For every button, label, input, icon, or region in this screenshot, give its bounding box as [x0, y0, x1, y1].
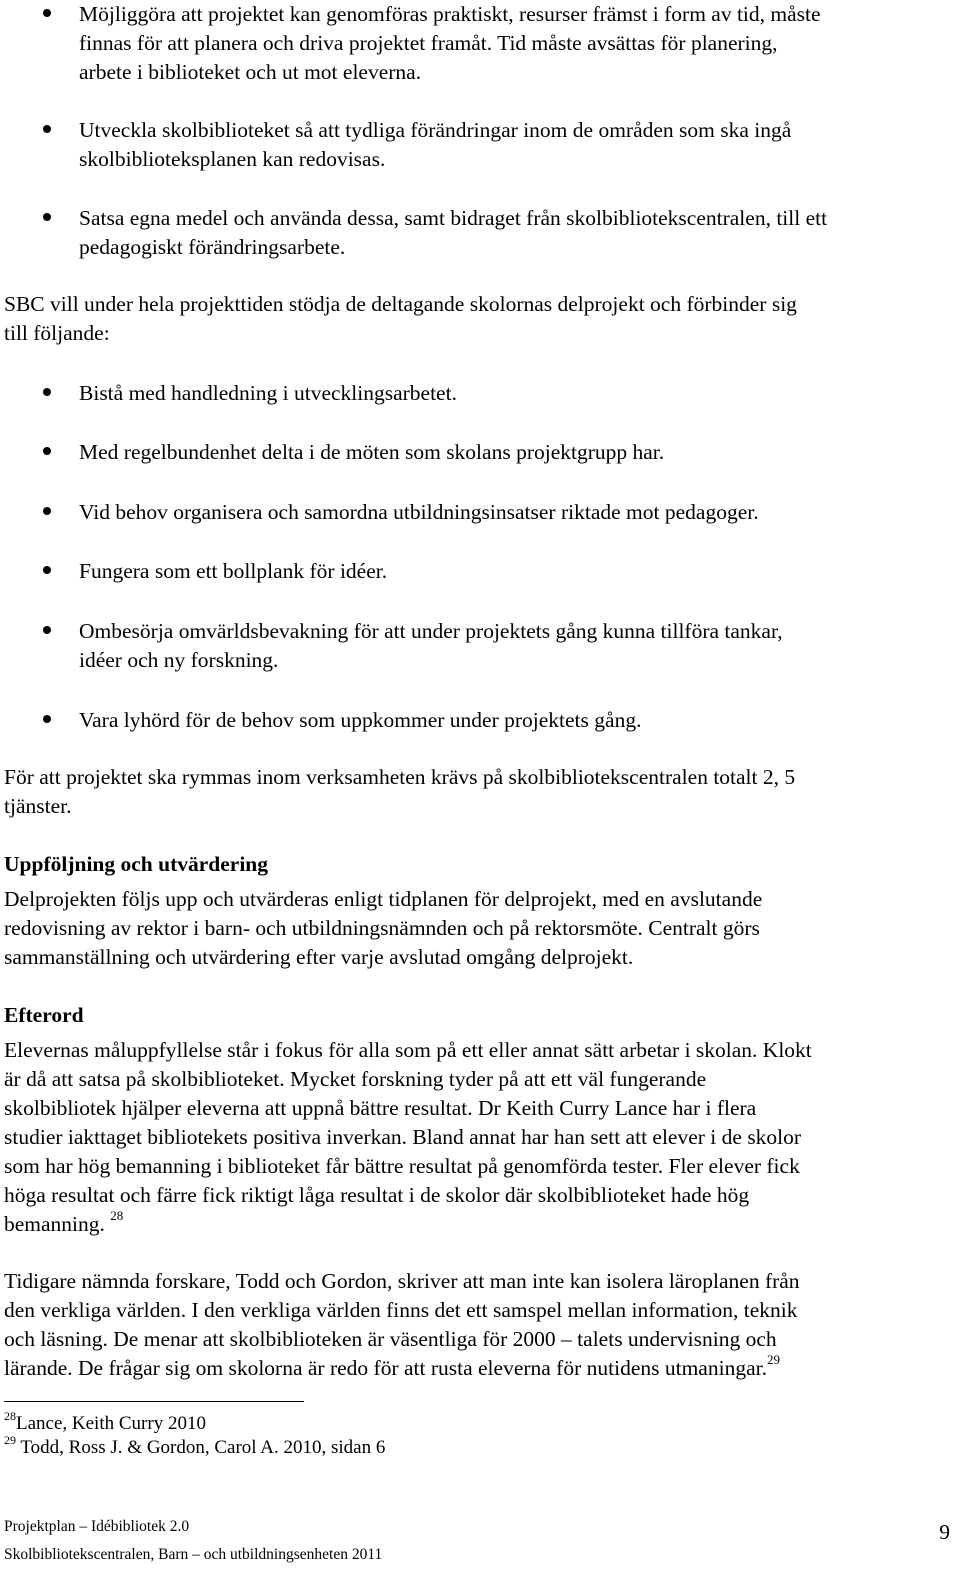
footnote-reference-29[interactable]: 29 — [766, 1351, 780, 1367]
text-line: är då att satsa på skolbiblioteket. Mycket forskning tyder på att ett väl fungerande — [4, 1067, 707, 1091]
bullet-icon — [43, 125, 51, 133]
text-line: till följande: — [4, 321, 110, 345]
text-line: studier iakttaget bibliotekets positiva inverkan. Bland annat har han sett att elever i de skolor — [4, 1125, 802, 1149]
section-heading-followup: Uppföljning och utvärdering — [4, 852, 269, 876]
text-line: Bistå med handledning i utvecklingsarbetet. — [79, 381, 457, 405]
text-line: höga resultat och färre fick riktigt låga resultat i de skolor där skolbiblioteket hade hög — [4, 1183, 750, 1207]
text-line: redovisning av rektor i barn- och utbildningsnämnden och på rektorsmöte. Centralt görs — [4, 916, 760, 940]
text-line: arbete i biblioteket och ut mot eleverna. — [79, 60, 422, 84]
text-line: Ombesörja omvärldsbevakning för att under projektets gång kunna tillföra tankar, — [79, 619, 783, 643]
bullet-icon — [43, 715, 51, 723]
text-line: pedagogiskt förändringsarbete. — [79, 235, 346, 259]
followup-paragraph — [4, 885, 762, 972]
list-item-text — [79, 706, 641, 735]
resources-paragraph — [4, 763, 795, 821]
text-line: Fungera som ett bollplank för idéer. — [79, 559, 388, 583]
text-line: och läsning. De menar att skolbiblioteken är väsentliga för 2000 – talets undervisning och — [4, 1327, 777, 1351]
text-fragment: bemanning. — [4, 1212, 111, 1236]
text-line: SBC vill under hela projekttiden stödja de deltagande skolornas delprojekt och förbinder sig — [4, 292, 797, 316]
text-line: som har hög bemanning i biblioteket får bättre resultat på genomförda tester. Fler elever fick — [4, 1154, 800, 1178]
bullet-icon — [43, 507, 51, 515]
page-number: 9 — [939, 1520, 950, 1544]
bullet-icon — [43, 566, 51, 574]
text-line: den verkliga världen. I den verkliga världen finns det ett samspel mellan information, teknik — [4, 1298, 798, 1322]
document-page — [4, 0, 956, 1573]
text-line: idéer och ny forskning. — [79, 648, 279, 672]
text-line — [4, 1207, 812, 1239]
text-line: skolbibliotek hjälper eleverna att uppnå bättre resultat. Dr Keith Curry Lance har i flera — [4, 1096, 757, 1120]
list-item-text — [79, 617, 783, 675]
text-line: sammanställning och utvärdering efter varje avslutad omgång delprojekt. — [4, 945, 634, 969]
list-item-text — [79, 116, 791, 174]
text-fragment: lärande. De frågar sig om skolorna är redo för att rusta eleverna för nutidens utmaningar. — [4, 1356, 767, 1380]
text-line: tjänster. — [4, 794, 72, 818]
list-item-text — [79, 498, 759, 527]
afterword-paragraph-2 — [4, 1267, 800, 1383]
bullet-icon — [43, 9, 51, 17]
footnote-text: Lance, Keith Curry 2010 — [16, 1413, 206, 1434]
list-item-text — [79, 0, 821, 87]
sbc-intro-paragraph — [4, 290, 797, 348]
text-line: Med regelbundenhet delta i de möten som skolans projektgrupp har. — [79, 440, 665, 464]
text-line: Vara lyhörd för de behov som uppkommer under projektets gång. — [79, 708, 642, 732]
text-line: Delprojekten följs upp och utvärderas enligt tidplanen för delprojekt, med en avslutande — [4, 887, 763, 911]
list-item-text — [79, 438, 664, 467]
text-line: Utveckla skolbiblioteket så att tydliga förändringar inom de områden som ska ingå — [79, 118, 792, 142]
footnote-separator — [4, 1401, 304, 1402]
footnote-text: Todd, Ross J. & Gordon, Carol A. 2010, sidan 6 — [16, 1437, 386, 1458]
footnote-number: 29 — [4, 1432, 16, 1447]
footer-document-title: Projektplan – Idébibliotek 2.0 — [4, 1518, 190, 1535]
text-line: finnas för att planera och driva projektet framåt. Tid måste avsättas för planering, — [79, 31, 778, 55]
text-line: Tidigare nämnda forskare, Todd och Gordon, skriver att man inte kan isolera läroplanen från — [4, 1269, 800, 1293]
text-line: Vid behov organisera och samordna utbildningsinsatser riktade mot pedagoger. — [79, 500, 759, 524]
footer-organization: Skolbibliotekscentralen, Barn – och utbildningsenheten 2011 — [4, 1546, 383, 1563]
section-heading-afterword: Efterord — [4, 1003, 84, 1027]
list-item-text — [79, 557, 387, 586]
text-line: skolbiblioteksplanen kan redovisas. — [79, 147, 386, 171]
footnote-reference-28[interactable]: 28 — [110, 1207, 124, 1223]
text-line: Satsa egna medel och använda dessa, samt bidraget från skolbibliotekscentralen, till ett — [79, 206, 828, 230]
bullet-icon — [43, 626, 51, 634]
bullet-icon — [43, 447, 51, 455]
list-item-text — [79, 379, 457, 408]
footnote-29 — [4, 1432, 386, 1460]
text-line: Möjliggöra att projektet kan genomföras praktiskt, resurser främst i form av tid, måste — [79, 2, 821, 26]
list-item-text — [79, 204, 827, 262]
footnote-number: 28 — [4, 1408, 16, 1423]
afterword-paragraph-1 — [4, 1036, 812, 1239]
bullet-icon — [43, 388, 51, 396]
text-line: För att projektet ska rymmas inom verksamheten krävs på skolbibliotekscentralen totalt 2, 5 — [4, 765, 796, 789]
text-line — [4, 1351, 800, 1383]
text-line: Elevernas måluppfyllelse står i fokus för alla som på ett eller annat sätt arbetar i skolan. Klokt — [4, 1038, 812, 1062]
bullet-icon — [43, 213, 51, 221]
footnote-28 — [4, 1408, 206, 1436]
